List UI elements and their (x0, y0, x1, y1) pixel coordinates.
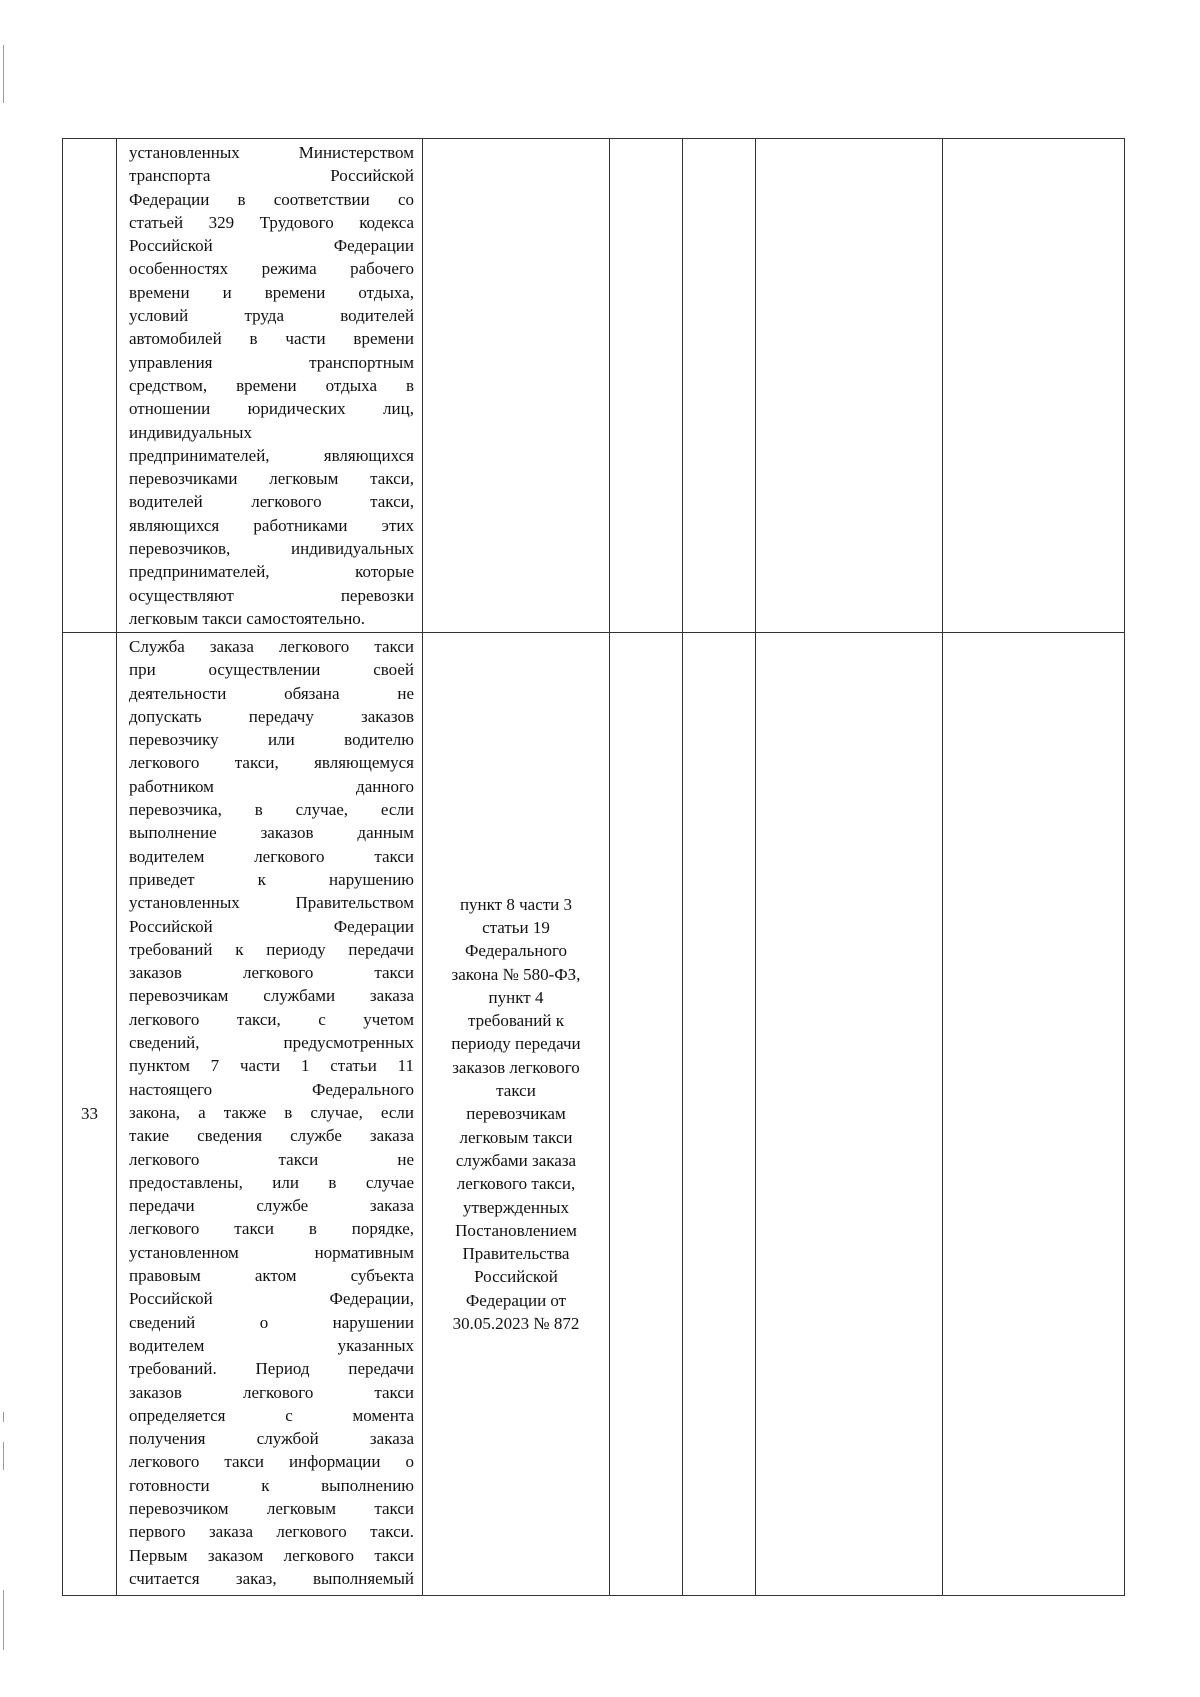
requirement-line: Служба заказа легкового такси (129, 637, 414, 656)
scan-edge-mark (3, 1442, 4, 1470)
requirement-line: передачи службе заказа (129, 1196, 414, 1216)
legal-reference-line: требований к (468, 1011, 564, 1031)
requirement-line: водителем указанных (129, 1335, 414, 1355)
legal-reference-line: заказов легкового (452, 1057, 580, 1077)
empty-cell (610, 633, 683, 1596)
empty-cell (943, 139, 1125, 633)
requirement-line: Российской Федерации, (129, 1289, 414, 1309)
requirement-line: установленных Правительством (129, 893, 414, 913)
legal-reference-line: Федерации от (465, 1290, 567, 1310)
requirement-line: средством, времени отдыха в (129, 375, 414, 395)
requirement-line: водителей легкового такси, (129, 492, 414, 512)
legal-reference-line: Правительства (462, 1244, 570, 1264)
empty-cell (683, 633, 756, 1596)
empty-cell (683, 139, 756, 633)
requirement-line: первого заказа легкового такси. (129, 1522, 414, 1542)
requirement-line: закона, а также в случае, если (129, 1102, 414, 1122)
requirement-line: установленном нормативным (129, 1242, 414, 1262)
legal-reference-line: легковым такси (459, 1127, 573, 1147)
requirement-line: перевозчика, в случае, если (129, 800, 414, 820)
legal-reference-line: Постановлением (455, 1220, 577, 1240)
table-row (63, 139, 1125, 633)
legal-reference-line: закона № 580-ФЗ, (451, 964, 581, 984)
scan-edge-mark (3, 1590, 4, 1650)
requirement-line: сведений, предусмотренных (129, 1033, 414, 1053)
requirement-line: условий труда водителей (129, 306, 414, 326)
legal-reference-line: периоду передачи (451, 1034, 581, 1054)
requirement-line: предпринимателей, которые (129, 562, 414, 582)
requirement-line: управления транспортным (129, 352, 414, 372)
requirement-line: такие сведения службе заказа (129, 1126, 414, 1146)
requirement-line: статьей 329 Трудового кодекса (129, 212, 414, 232)
requirement-line: осуществляют перевозки (129, 585, 414, 605)
requirement-line: перевозчику или водителю (129, 730, 414, 750)
requirement-line: установленных Министерством (129, 143, 414, 162)
requirement-line: транспорта Российской (129, 166, 414, 186)
requirement-line: перевозчиком легковым такси (129, 1498, 414, 1518)
requirement-line: легкового такси информации о (129, 1452, 414, 1472)
legal-reference-line: такси (496, 1081, 536, 1101)
requirement-line: заказов легкового такси (129, 1382, 414, 1402)
legal-reference-line: перевозчикам (466, 1104, 566, 1124)
requirement-text-cell (117, 633, 423, 1596)
row-number-cell (63, 139, 117, 633)
legal-reference-line: статьи 19 (482, 917, 550, 937)
empty-cell (756, 633, 943, 1596)
legal-reference-line: легкового такси, (456, 1174, 576, 1194)
requirement-line: особенностях режима рабочего (129, 259, 414, 279)
requirement-line: предпринимателей, являющихся (129, 445, 414, 465)
requirements-table (62, 138, 1125, 1596)
requirement-line: автомобилей в части времени (129, 329, 414, 349)
table-row (63, 633, 1125, 1596)
requirement-line: Федерации в соответствии со (129, 189, 414, 209)
requirement-line: перевозчиками легковым такси, (129, 469, 414, 489)
scan-edge-mark (3, 1412, 4, 1422)
requirement-line: предоставлены, или в случае (129, 1172, 414, 1192)
requirement-line: легкового такси, являющемуся (129, 753, 414, 773)
requirement-line: легкового такси в порядке, (129, 1219, 414, 1239)
legal-reference-text (427, 893, 605, 1336)
requirement-line: приведет к нарушению (129, 869, 414, 889)
scan-edge-mark (3, 45, 4, 103)
requirement-line: настоящего Федерального (129, 1079, 414, 1099)
requirement-line: деятельности обязана не (129, 683, 414, 703)
requirement-line: Первым заказом легкового такси (129, 1545, 414, 1565)
empty-cell (756, 139, 943, 633)
empty-cell (943, 633, 1125, 1596)
legal-reference-line: службами заказа (455, 1150, 577, 1170)
legal-reference-line: пункт 4 (488, 987, 544, 1007)
legal-reference-line: Российской (474, 1267, 558, 1287)
legal-reference-line: утвержденных (463, 1197, 569, 1217)
requirement-line: выполнение заказов данным (129, 823, 414, 843)
row-number-cell: 33 (63, 633, 117, 1596)
requirement-line: пунктом 7 части 1 статьи 11 (129, 1056, 414, 1076)
requirement-line: допускать передачу заказов (129, 706, 414, 726)
legal-reference-line: пункт 8 части 3 (459, 894, 573, 914)
legal-reference-cell (423, 139, 610, 633)
requirement-line: сведений о нарушении (129, 1312, 414, 1332)
requirement-line: Российской Федерации (129, 236, 414, 256)
requirement-text (129, 635, 414, 1590)
requirement-line: времени и времени отдыха, (129, 282, 414, 302)
legal-reference-line: Федерального (464, 941, 568, 961)
requirement-line: перевозчиков, индивидуальных (129, 539, 414, 559)
requirement-line: индивидуальных (129, 422, 252, 442)
requirement-line: легкового такси, с учетом (129, 1009, 414, 1029)
requirement-line: перевозчикам службами заказа (129, 986, 414, 1006)
requirement-line: являющихся работниками этих (129, 515, 414, 535)
requirement-line: правовым актом субъекта (129, 1266, 414, 1286)
requirement-line: работником данного (129, 776, 414, 796)
legal-reference-cell (423, 633, 610, 1596)
requirement-line: заказов легкового такси (129, 963, 414, 983)
requirement-line: готовности к выполнению (129, 1475, 414, 1495)
requirement-line: легкового такси не (129, 1149, 414, 1169)
requirement-line: отношении юридических лиц, (129, 399, 414, 419)
requirement-line: легковым такси самостоятельно. (129, 608, 366, 628)
requirement-text-cell (117, 139, 423, 633)
requirement-line: определяется с момента (129, 1405, 414, 1425)
requirement-line: Российской Федерации (129, 916, 414, 936)
requirement-text (129, 141, 414, 630)
requirement-line: считается заказ, выполняемый (129, 1568, 414, 1588)
requirement-line: при осуществлении своей (129, 660, 414, 680)
requirement-line: требований. Период передачи (129, 1359, 414, 1379)
requirement-line: требований к периоду передачи (129, 939, 414, 959)
requirement-line: получения службой заказа (129, 1429, 414, 1449)
empty-cell (610, 139, 683, 633)
requirement-line: водителем легкового такси (129, 846, 414, 866)
legal-reference-line: 30.05.2023 № 872 (452, 1314, 580, 1334)
